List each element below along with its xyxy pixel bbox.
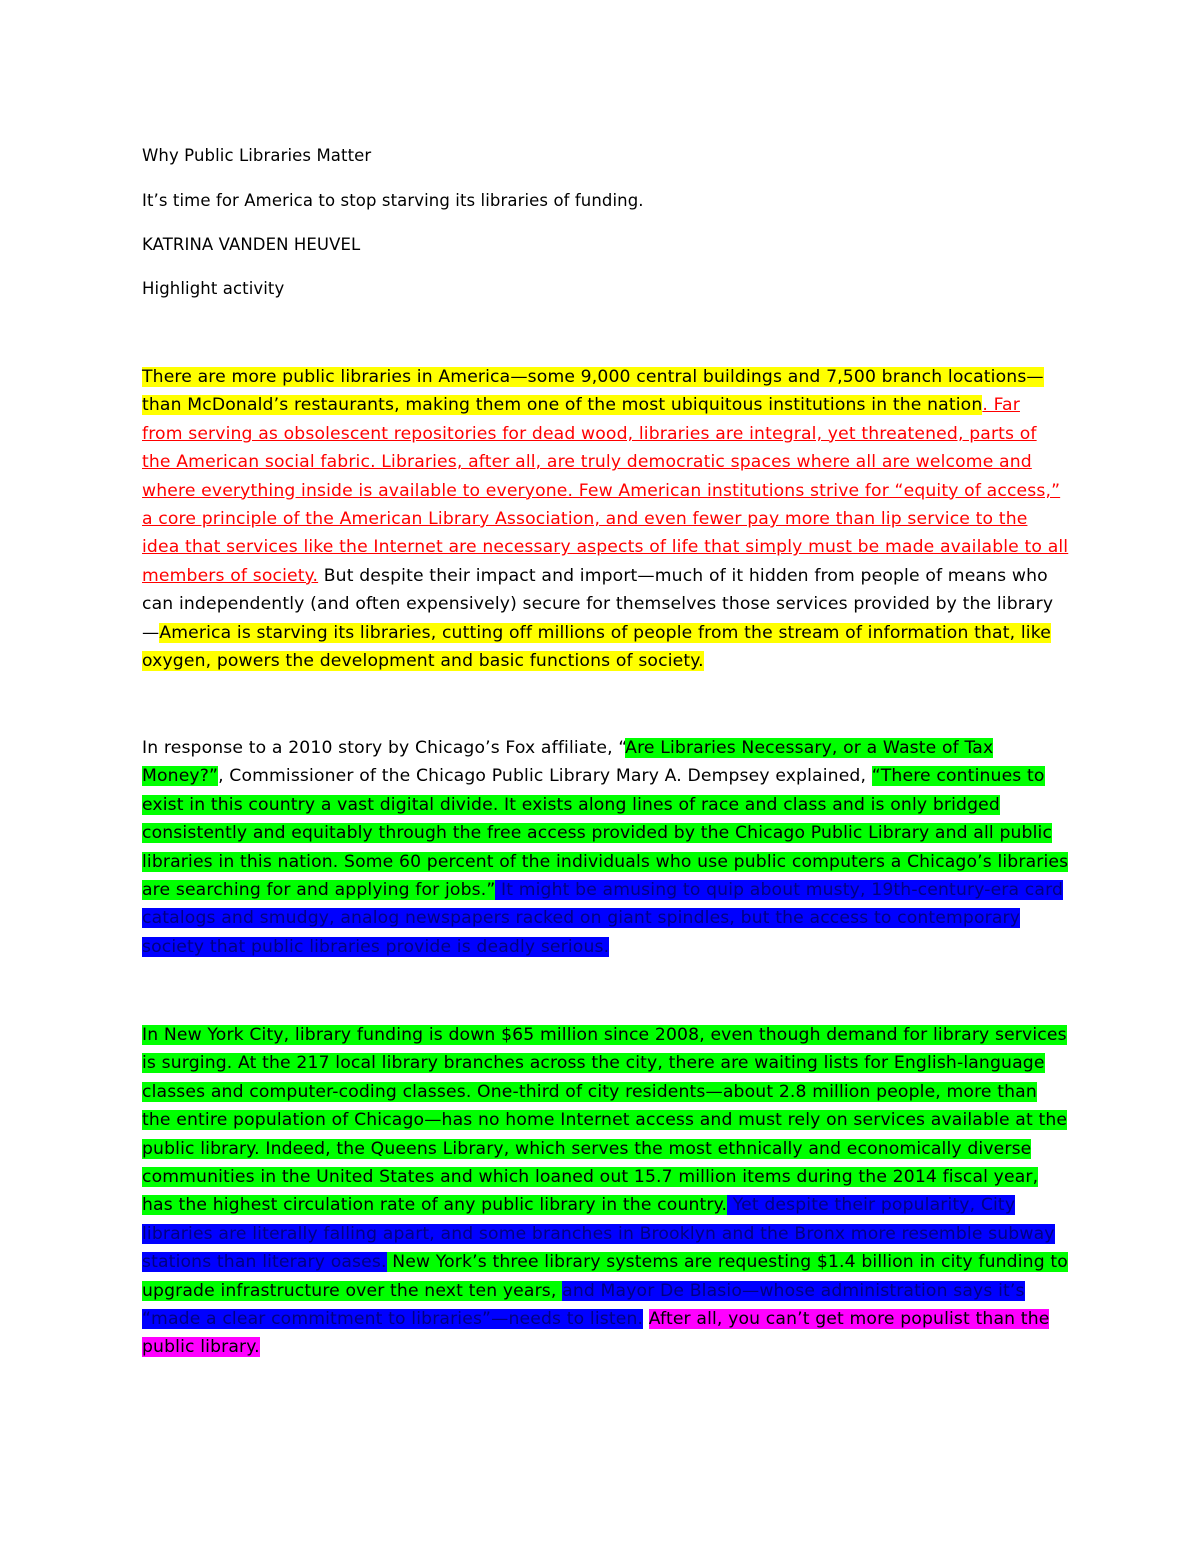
green-highlight-segment: the entire population of Chicago—has no home Internet access and must rely on services available at the xyxy=(142,1110,1068,1131)
paragraph-1 xyxy=(142,363,1072,675)
red-underlined-text-segment: idea that services like the Internet are necessary aspects of life that simply must be made available to all xyxy=(142,537,1069,558)
magenta-highlight-segment: public library. xyxy=(142,1337,260,1358)
text-line xyxy=(142,1191,1072,1219)
green-highlight-segment: “There continues to xyxy=(871,766,1045,787)
green-highlight-segment: has the highest circulation rate of any public library in the country. xyxy=(142,1195,728,1216)
plain-text-segment: — xyxy=(142,622,160,643)
text-line xyxy=(142,1106,1072,1134)
green-highlight-segment: are searching for and applying for jobs.” xyxy=(142,879,496,900)
plain-text-segment: can independently (and often expensively) secure for themselves those services provided by the library xyxy=(142,594,1054,615)
green-highlight-segment: upgrade infrastructure over the next ten years, xyxy=(142,1280,563,1301)
text-line xyxy=(142,590,1072,618)
text-line xyxy=(142,391,1072,419)
paragraph-2 xyxy=(142,734,1072,961)
document-subtitle: It’s time for America to stop starving its libraries of funding. xyxy=(142,191,644,210)
red-underlined-text-segment: the American social fabric. Libraries, after all, are truly democratic spaces where all are welcome and xyxy=(142,452,1032,473)
text-line xyxy=(142,1248,1072,1276)
text-line xyxy=(142,791,1072,819)
green-highlight-segment: is surging. At the 217 local library branches across the city, there are waiting lists for English-language xyxy=(142,1053,1045,1074)
red-underlined-text-segment: . Far xyxy=(982,395,1020,416)
text-line xyxy=(142,904,1072,932)
green-highlight-segment: consistently and equitably through the free access provided by the Chicago Public Library and all public xyxy=(142,823,1053,844)
blue-highlight-segment: It might be amusing to quip about musty, 19th-century-era card xyxy=(495,879,1064,900)
text-line xyxy=(142,933,1072,961)
plain-text-segment: , Commissioner of the Chicago Public Library Mary A. Dempsey explained, xyxy=(218,766,872,787)
blue-highlight-segment: society that public libraries provide is deadly serious. xyxy=(142,936,610,957)
text-line xyxy=(142,762,1072,790)
red-underlined-text-segment: from serving as obsolescent repositories for dead wood, libraries are integral, yet threatened, parts of xyxy=(142,423,1037,444)
text-line xyxy=(142,1333,1072,1361)
text-line xyxy=(142,1049,1072,1077)
red-underlined-text-segment: where everything inside is available to everyone. Few American institutions strive for “equity of access,” xyxy=(142,480,1061,501)
text-line xyxy=(142,505,1072,533)
yellow-highlight-segment: America is starving its libraries, cutting off millions of people from the stream of information that, like xyxy=(159,622,1051,643)
blue-highlight-segment: stations than literary oases. xyxy=(142,1252,387,1273)
text-line xyxy=(142,1163,1072,1191)
green-highlight-segment: Money?” xyxy=(142,766,219,787)
text-line xyxy=(142,562,1072,590)
text-line xyxy=(142,876,1072,904)
blue-highlight-segment: Yet despite their popularity, City xyxy=(727,1195,1016,1216)
text-line xyxy=(142,848,1072,876)
green-highlight-segment: In New York City, library funding is down $65 million since 2008, even though demand for library services xyxy=(142,1025,1067,1045)
document-title: Why Public Libraries Matter xyxy=(142,146,372,165)
text-line xyxy=(142,619,1072,647)
text-line xyxy=(142,734,1072,762)
green-highlight-segment: communities in the United States and which loaned out 15.7 million items during the 2014 fiscal year, xyxy=(142,1166,1039,1187)
yellow-highlight-segment: There are more public libraries in America—some 9,000 central buildings and 7,500 branch locations— xyxy=(142,367,1044,387)
text-line xyxy=(142,1277,1072,1305)
green-highlight-segment: public library. Indeed, the Queens Library, which serves the most ethnically and economically diverse xyxy=(142,1138,1032,1159)
text-line xyxy=(142,363,1072,391)
text-line xyxy=(142,448,1072,476)
blue-highlight-segment: catalogs and smudgy, analog newspapers racked on giant spindles, but the access to contemporary xyxy=(142,908,1021,929)
text-line xyxy=(142,1135,1072,1163)
green-highlight-segment: New York’s three library systems are requesting $1.4 billion in city funding to xyxy=(386,1252,1068,1273)
blue-highlight-segment: libraries are literally falling apart, and some branches in Brooklyn and the Bronx more resemble subway xyxy=(142,1223,1055,1244)
text-line xyxy=(142,1305,1072,1333)
text-line xyxy=(142,1078,1072,1106)
author-name: KATRINA VANDEN HEUVEL xyxy=(142,235,361,254)
plain-text-segment: In response to a 2010 story by Chicago’s Fox affiliate, “ xyxy=(142,738,626,758)
red-underlined-text-segment: a core principle of the American Library Association, and even fewer pay more than lip service to the xyxy=(142,508,1028,529)
plain-text-segment: But despite their impact and import—much of it hidden from people of means who xyxy=(318,565,1048,586)
green-highlight-segment: libraries in this nation. Some 60 percent of the individuals who use public computers a Chicago’s libraries xyxy=(142,851,1069,872)
green-highlight-segment: Are Libraries Necessary, or a Waste of Tax xyxy=(625,738,994,758)
yellow-highlight-segment: than McDonald’s restaurants, making them one of the most ubiquitous institutions in the nation xyxy=(142,395,983,416)
activity-label: Highlight activity xyxy=(142,279,285,298)
green-highlight-segment: exist in this country a vast digital divide. It exists along lines of race and class and is only bridged xyxy=(142,794,1000,815)
paragraph-3 xyxy=(142,1021,1072,1362)
text-line xyxy=(142,420,1072,448)
text-line xyxy=(142,533,1072,561)
blue-highlight-segment: “made a clear commitment to libraries”—needs to listen. xyxy=(142,1308,644,1329)
text-line xyxy=(142,819,1072,847)
text-line xyxy=(142,477,1072,505)
text-line xyxy=(142,647,1072,675)
yellow-highlight-segment: oxygen, powers the development and basic functions of society. xyxy=(142,650,704,671)
magenta-highlight-segment: After all, you can’t get more populist than the xyxy=(648,1308,1050,1329)
plain-text-segment xyxy=(643,1309,649,1329)
red-underlined-text-segment: members of society. xyxy=(142,565,319,586)
blue-highlight-segment: and Mayor De Blasio—whose administration says it’s xyxy=(562,1280,1025,1301)
text-line xyxy=(142,1220,1072,1248)
green-highlight-segment: classes and computer-coding classes. One-third of city residents—about 2.8 million people, more than xyxy=(142,1081,1037,1102)
text-line xyxy=(142,1021,1072,1049)
